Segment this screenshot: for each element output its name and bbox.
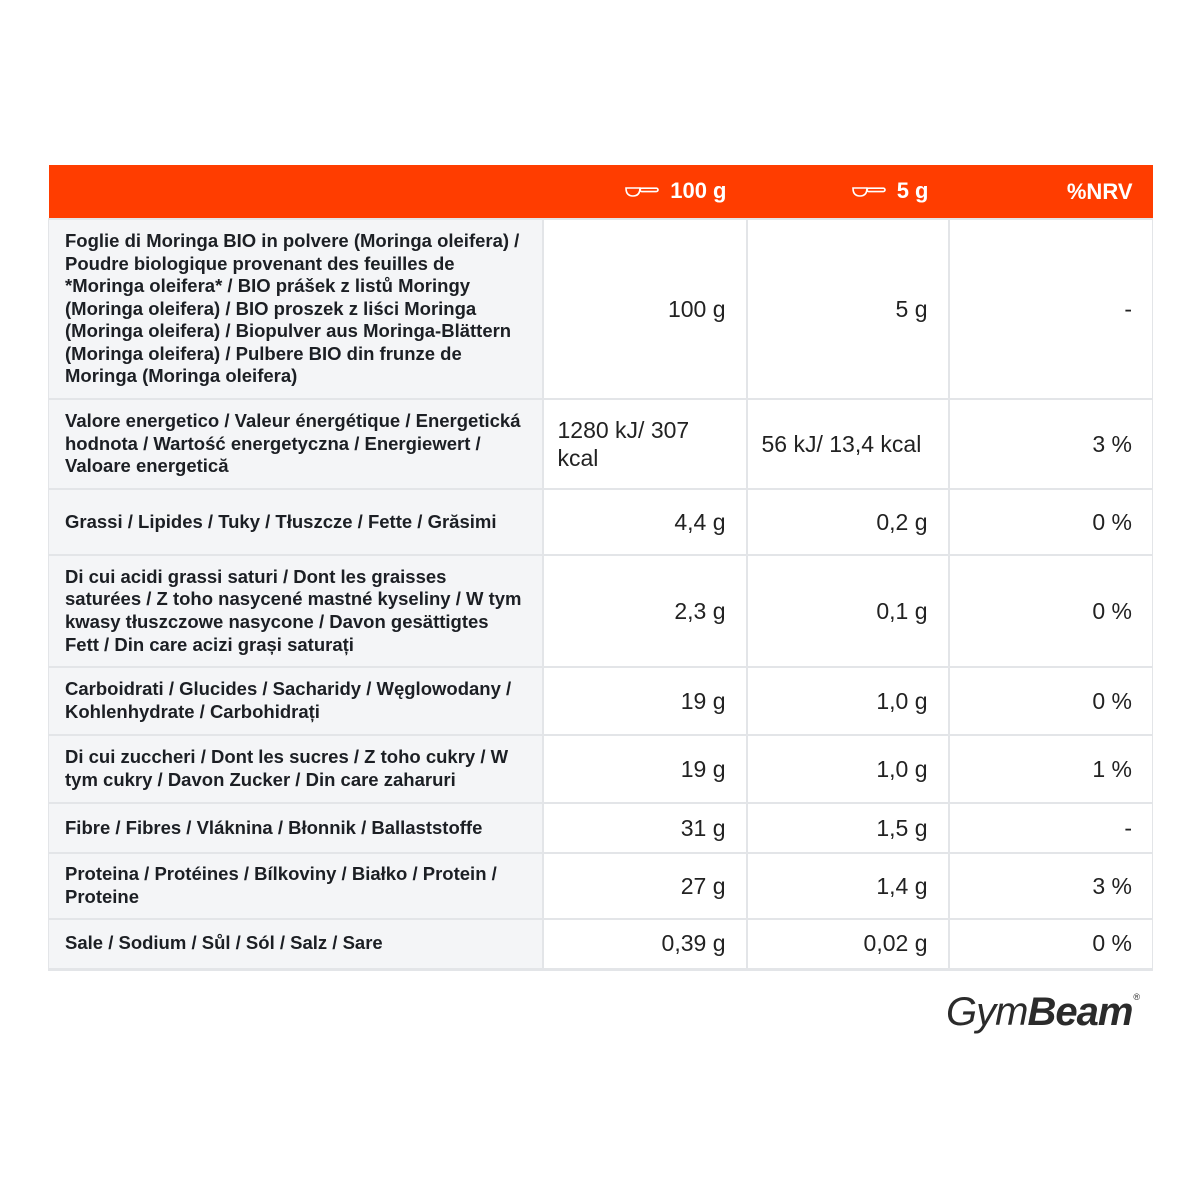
row-value-100g: 19 g (543, 735, 747, 803)
row-value-5g: 1,0 g (747, 667, 949, 735)
row-value-nrv: 0 % (949, 667, 1153, 735)
table-row (49, 219, 1153, 399)
row-value-100g: 19 g (543, 667, 747, 735)
row-value-5g: 0,1 g (747, 555, 949, 667)
table-body (49, 219, 1153, 969)
header-row (49, 165, 1153, 219)
row-value-100g: 27 g (543, 853, 747, 919)
row-label: Fibre / Fibres / Vláknina / Błonnik / Ballaststoffe (49, 803, 543, 853)
header-per-100g (543, 165, 747, 219)
row-value-nrv: 0 % (949, 919, 1153, 969)
table-row (49, 399, 1153, 489)
table-row (49, 853, 1153, 919)
row-label: Di cui zuccheri / Dont les sucres / Z toho cukry / W tym cukry / Davon Zucker / Din care zaharuri (49, 735, 543, 803)
row-value-nrv: - (949, 803, 1153, 853)
row-value-5g: 1,0 g (747, 735, 949, 803)
row-value-5g: 5 g (747, 219, 949, 399)
logo-registered-mark: ® (1133, 992, 1140, 1002)
row-label: Carboidrati / Glucides / Sacharidy / Węglowodany / Kohlenhydrate / Carbohidrați (49, 667, 543, 735)
row-value-100g: 31 g (543, 803, 747, 853)
header-per-5g-label: 5 g (896, 178, 929, 203)
table-row (49, 489, 1153, 555)
table-row (49, 803, 1153, 853)
row-label: Valore energetico / Valeur énergétique / Energetická hodnota / Wartość energetyczna / Energiewert / Valoare energetică (49, 399, 543, 489)
row-value-nrv: 1 % (949, 735, 1153, 803)
row-value-100g: 4,4 g (543, 489, 747, 555)
nutrition-table (48, 165, 1153, 971)
scoop-icon (624, 183, 660, 199)
table-row (49, 667, 1153, 735)
table-header (49, 165, 1153, 219)
table-row (49, 919, 1153, 969)
row-label: Foglie di Moringa BIO in polvere (Moringa oleifera) / Poudre biologique provenant des feuilles de *Moringa oleifera* / BIO prášek z listů Moringy (Moringa oleifera) / BIO proszek z liści Moringa (Moringa oleifera) / Biopulver aus Moringa-Blättern (Moringa oleifera) / Pulbere BIO din frunze de Moringa (Moringa oleifera) (49, 219, 543, 399)
table-row (49, 555, 1153, 667)
row-label: Sale / Sodium / Sůl / Sól / Salz / Sare (49, 919, 543, 969)
table-row (49, 735, 1153, 803)
row-value-5g: 56 kJ/ 13,4 kcal (747, 399, 949, 489)
row-value-nrv: 0 % (949, 489, 1153, 555)
row-value-5g: 1,5 g (747, 803, 949, 853)
header-per-100g-label: 100 g (670, 178, 727, 203)
row-value-nrv: 0 % (949, 555, 1153, 667)
row-value-nrv: - (949, 219, 1153, 399)
row-label: Di cui acidi grassi saturi / Dont les graisses saturées / Z toho nasycené mastné kyseliny / W tym kwasy tłuszczowe nasycone / Davon gesättigtes Fett / Din care acizi grași saturați (49, 555, 543, 667)
gymbeam-logo (946, 990, 1139, 1035)
row-value-100g: 0,39 g (543, 919, 747, 969)
nutrition-table-container (48, 165, 1152, 971)
scoop-icon (851, 183, 887, 199)
row-value-nrv: 3 % (949, 399, 1153, 489)
row-value-5g: 0,02 g (747, 919, 949, 969)
row-value-100g: 100 g (543, 219, 747, 399)
row-label: Proteina / Protéines / Bílkoviny / Białko / Protein / Proteine (49, 853, 543, 919)
row-value-5g: 0,2 g (747, 489, 949, 555)
logo-gym-text: Gym (946, 990, 1028, 1034)
row-value-5g: 1,4 g (747, 853, 949, 919)
row-label: Grassi / Lipides / Tuky / Tłuszcze / Fette / Grăsimi (49, 489, 543, 555)
row-value-nrv: 3 % (949, 853, 1153, 919)
header-nrv: %NRV (1066, 178, 1133, 204)
header-per-5g (747, 165, 949, 219)
logo-beam-text: Beam (1027, 990, 1133, 1034)
row-value-100g: 1280 kJ/ 307 kcal (543, 399, 747, 489)
header-blank-cell (49, 165, 543, 219)
row-value-100g: 2,3 g (543, 555, 747, 667)
